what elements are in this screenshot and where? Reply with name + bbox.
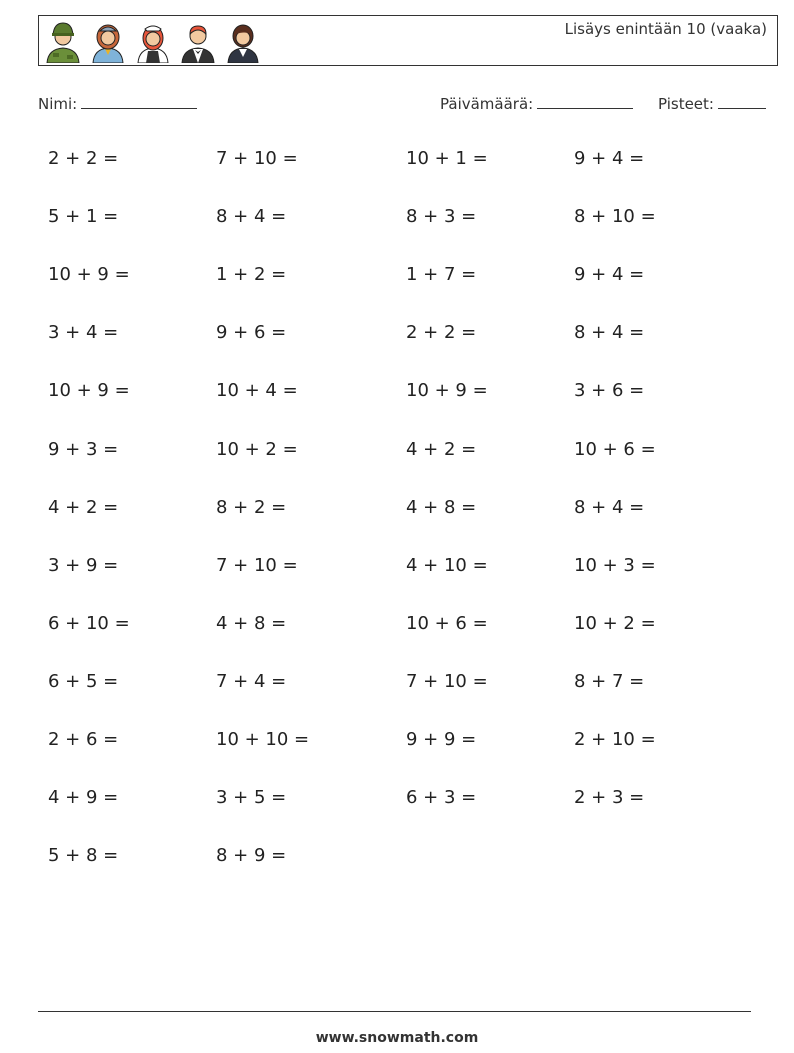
problem-item: 10 + 9 = xyxy=(48,380,130,402)
problem-item: 8 + 4 = xyxy=(574,496,645,518)
date-field[interactable] xyxy=(440,94,633,113)
problem-item: 8 + 4 = xyxy=(216,206,287,228)
worksheet-header xyxy=(38,15,778,66)
problem-item: 7 + 4 = xyxy=(216,670,287,692)
problem-item: 9 + 6 = xyxy=(216,322,287,344)
problem-item: 8 + 3 = xyxy=(406,206,477,228)
problem-item: 1 + 2 = xyxy=(216,264,287,286)
worksheet-title: Lisäys enintään 10 (vaaka) xyxy=(564,20,767,38)
footer-divider xyxy=(38,1011,751,1012)
problem-item: 10 + 9 = xyxy=(48,264,130,286)
problem-item: 6 + 10 = xyxy=(48,612,130,634)
score-label: Pisteet: xyxy=(658,95,714,113)
problem-item: 2 + 2 = xyxy=(406,322,477,344)
problem-item: 8 + 9 = xyxy=(216,845,287,867)
problem-item: 3 + 4 = xyxy=(48,322,119,344)
problem-item: 8 + 7 = xyxy=(574,670,645,692)
problem-item: 10 + 2 = xyxy=(216,438,298,460)
problem-item: 4 + 2 = xyxy=(48,496,119,518)
problem-item: 8 + 2 = xyxy=(216,496,287,518)
problem-item: 4 + 9 = xyxy=(48,787,119,809)
problem-item: 2 + 3 = xyxy=(574,787,645,809)
problem-item: 10 + 6 = xyxy=(406,612,488,634)
problem-item: 7 + 10 = xyxy=(406,670,488,692)
problem-item: 9 + 3 = xyxy=(48,438,119,460)
problem-item: 9 + 9 = xyxy=(406,729,477,750)
maid-avatar-icon xyxy=(134,19,172,63)
problem-item: 2 + 10 = xyxy=(574,729,656,750)
problem-item: 7 + 10 = xyxy=(216,554,298,576)
problem-item: 10 + 9 = xyxy=(406,380,488,402)
problem-item: 10 + 3 = xyxy=(574,554,656,576)
problem-item: 3 + 6 = xyxy=(574,380,645,402)
score-blank[interactable] xyxy=(718,94,766,109)
problem-item: 8 + 10 = xyxy=(574,206,656,228)
problem-item: 10 + 6 = xyxy=(574,438,656,460)
soldier-avatar-icon xyxy=(44,19,82,63)
problem-item: 3 + 9 = xyxy=(48,554,119,576)
name-blank[interactable] xyxy=(81,94,197,109)
name-label: Nimi: xyxy=(38,95,78,113)
waiter-avatar-icon xyxy=(179,19,217,63)
problem-item: 10 + 2 = xyxy=(574,612,656,634)
problem-item: 2 + 2 = xyxy=(48,148,119,169)
problem-item: 10 + 4 = xyxy=(216,380,298,402)
problem-item: 7 + 10 = xyxy=(216,148,298,169)
problem-item: 5 + 1 = xyxy=(48,206,119,228)
score-field[interactable] xyxy=(658,94,766,113)
footer-url: www.snowmath.com xyxy=(315,1030,479,1046)
problem-item: 6 + 5 = xyxy=(48,670,119,692)
date-blank[interactable] xyxy=(537,94,633,109)
date-label: Päivämäärä: xyxy=(440,95,534,113)
problem-item: 4 + 10 = xyxy=(406,554,488,576)
problem-item: 3 + 5 = xyxy=(216,787,287,809)
problem-item: 5 + 8 = xyxy=(48,845,119,867)
problem-item: 4 + 2 = xyxy=(406,438,477,460)
problem-item: 10 + 10 = xyxy=(216,729,310,750)
problem-item: 4 + 8 = xyxy=(216,612,287,634)
problem-item: 10 + 1 = xyxy=(406,148,488,169)
businesswoman-avatar-icon xyxy=(224,19,262,63)
stewardess-avatar-icon xyxy=(89,19,127,63)
problem-item: 1 + 7 = xyxy=(406,264,477,286)
problem-item: 9 + 4 = xyxy=(574,264,645,286)
name-field[interactable] xyxy=(38,94,197,113)
problem-item: 6 + 3 = xyxy=(406,787,477,809)
avatar-strip xyxy=(44,19,262,63)
problem-item: 2 + 6 = xyxy=(48,729,119,750)
problem-item: 9 + 4 = xyxy=(574,148,645,169)
problem-item: 4 + 8 = xyxy=(406,496,477,518)
problem-item: 8 + 4 = xyxy=(574,322,645,344)
